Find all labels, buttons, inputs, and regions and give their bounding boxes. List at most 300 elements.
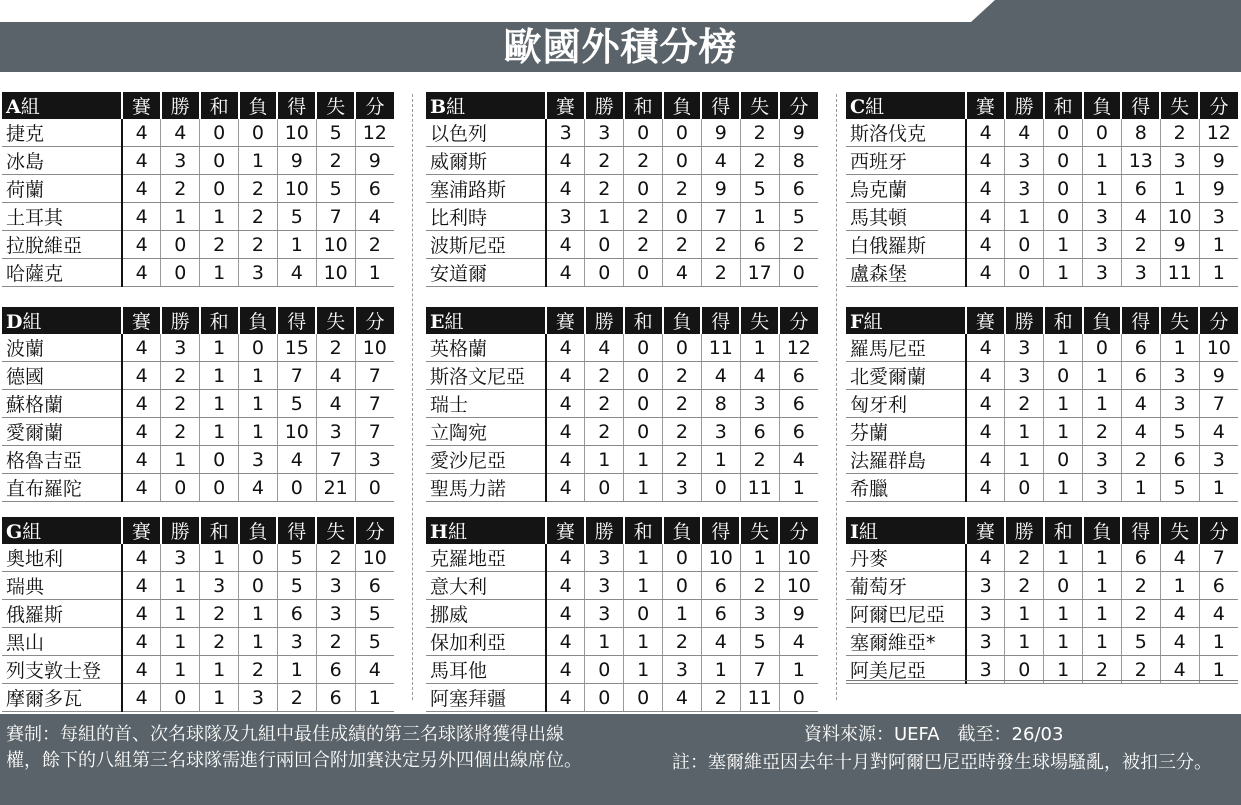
- stat-cell: 1: [200, 656, 239, 684]
- stat-cell: 1: [1199, 231, 1238, 259]
- column-header: 得: [277, 307, 316, 334]
- stat-cell: 10: [277, 119, 316, 147]
- standings-table: [426, 517, 818, 712]
- group-suffix: 組: [863, 311, 883, 333]
- stat-cell: 4: [1005, 119, 1044, 147]
- team-name: 波蘭: [2, 334, 122, 362]
- column-header: 分: [1199, 517, 1238, 544]
- column-header: 失: [740, 307, 779, 334]
- stat-cell: 2: [585, 362, 624, 390]
- stat-cell: 1: [779, 474, 818, 502]
- stat-cell: 0: [624, 684, 663, 712]
- team-name: 法羅群島: [846, 446, 966, 474]
- stat-cell: 9: [701, 119, 740, 147]
- column-header: 失: [740, 517, 779, 544]
- header-row: [2, 517, 394, 544]
- stat-cell: 2: [701, 684, 740, 712]
- stat-cell: 1: [239, 390, 278, 418]
- stat-cell: 4: [122, 390, 161, 418]
- footer: [0, 714, 1241, 805]
- group-letter: A: [6, 96, 21, 118]
- column-header: 失: [316, 307, 355, 334]
- group-c-table: [846, 92, 1238, 287]
- stat-cell: 4: [546, 544, 585, 572]
- stat-cell: 1: [1083, 390, 1122, 418]
- table-row: [2, 544, 394, 572]
- stat-cell: 2: [740, 119, 779, 147]
- stat-cell: 2: [200, 231, 239, 259]
- stat-cell: 4: [1121, 390, 1160, 418]
- stat-cell: 4: [355, 203, 394, 231]
- stat-cell: 1: [624, 572, 663, 600]
- table-row: [846, 259, 1238, 287]
- stat-cell: 2: [1083, 656, 1122, 684]
- column-header: 得: [277, 517, 316, 544]
- stat-cell: 9: [779, 600, 818, 628]
- column-header: 和: [1044, 92, 1083, 119]
- table-row: [426, 259, 818, 287]
- stat-cell: 6: [355, 175, 394, 203]
- stat-cell: 4: [122, 628, 161, 656]
- stat-cell: 1: [1083, 362, 1122, 390]
- standings-table: [846, 307, 1238, 502]
- stat-cell: 4: [546, 147, 585, 175]
- stat-cell: 4: [701, 362, 740, 390]
- group-letter: C: [850, 96, 866, 118]
- stat-cell: 2: [663, 231, 702, 259]
- stat-cell: 6: [779, 175, 818, 203]
- stat-cell: 1: [161, 572, 200, 600]
- stat-cell: 9: [1199, 175, 1238, 203]
- stat-cell: 1: [740, 544, 779, 572]
- stat-cell: 1: [239, 147, 278, 175]
- stat-cell: 2: [355, 231, 394, 259]
- stat-cell: 0: [663, 119, 702, 147]
- column-header: 負: [239, 307, 278, 334]
- stat-cell: 2: [161, 362, 200, 390]
- column-header: 和: [200, 307, 239, 334]
- stat-cell: 0: [239, 334, 278, 362]
- column-header: 負: [663, 517, 702, 544]
- group-letter: G: [6, 521, 23, 543]
- stat-cell: 0: [1044, 446, 1083, 474]
- stat-cell: 2: [663, 175, 702, 203]
- column-header: 負: [1083, 307, 1122, 334]
- table-row: [426, 418, 818, 446]
- table-row: [2, 600, 394, 628]
- stat-cell: 12: [355, 119, 394, 147]
- stat-cell: 3: [966, 600, 1005, 628]
- column-header: 分: [1199, 307, 1238, 334]
- stat-cell: 1: [1005, 418, 1044, 446]
- team-name: 聖馬力諾: [426, 474, 546, 502]
- column-header: 賽: [546, 307, 585, 334]
- column-header: 分: [779, 307, 818, 334]
- table-row: [846, 362, 1238, 390]
- team-name: 希臘: [846, 474, 966, 502]
- stat-cell: 3: [701, 418, 740, 446]
- group-label: [426, 517, 546, 544]
- stat-cell: 0: [1005, 656, 1044, 684]
- stat-cell: 0: [161, 474, 200, 502]
- team-name: 保加利亞: [426, 628, 546, 656]
- stat-cell: 10: [779, 572, 818, 600]
- team-name: 安道爾: [426, 259, 546, 287]
- team-name: 丹麥: [846, 544, 966, 572]
- table-row: [846, 147, 1238, 175]
- stat-cell: 4: [122, 656, 161, 684]
- stat-cell: 3: [1199, 446, 1238, 474]
- stat-cell: 1: [663, 600, 702, 628]
- stat-cell: 0: [1044, 362, 1083, 390]
- stat-cell: 2: [1160, 119, 1199, 147]
- stat-cell: 1: [585, 203, 624, 231]
- stat-cell: 4: [316, 390, 355, 418]
- stat-cell: 3: [663, 474, 702, 502]
- stat-cell: 0: [585, 684, 624, 712]
- stat-cell: 0: [277, 474, 316, 502]
- stat-cell: 3: [966, 656, 1005, 684]
- stat-cell: 4: [663, 259, 702, 287]
- stat-cell: 1: [624, 656, 663, 684]
- stat-cell: 9: [1199, 362, 1238, 390]
- column-header: 勝: [585, 92, 624, 119]
- stat-cell: 2: [200, 628, 239, 656]
- stat-cell: 3: [1160, 362, 1199, 390]
- table-row: [846, 203, 1238, 231]
- stat-cell: 8: [1121, 119, 1160, 147]
- column-header: 和: [624, 517, 663, 544]
- stat-cell: 4: [1160, 600, 1199, 628]
- stat-cell: 0: [200, 446, 239, 474]
- team-name: 阿塞拜疆: [426, 684, 546, 712]
- column-header: 賽: [966, 517, 1005, 544]
- stat-cell: 1: [1044, 628, 1083, 656]
- stat-cell: 4: [122, 362, 161, 390]
- stat-cell: 0: [239, 119, 278, 147]
- stat-cell: 1: [200, 362, 239, 390]
- stat-cell: 0: [624, 600, 663, 628]
- team-name: 盧森堡: [846, 259, 966, 287]
- stat-cell: 2: [624, 231, 663, 259]
- group-label: [426, 307, 546, 334]
- stat-cell: 4: [966, 362, 1005, 390]
- stat-cell: 2: [277, 684, 316, 712]
- group-label: [426, 92, 546, 119]
- stat-cell: 2: [1121, 572, 1160, 600]
- stat-cell: 0: [355, 474, 394, 502]
- stat-cell: 6: [779, 390, 818, 418]
- stat-cell: 4: [277, 446, 316, 474]
- stat-cell: 2: [1005, 390, 1044, 418]
- stat-cell: 4: [546, 418, 585, 446]
- table-row: [2, 362, 394, 390]
- table-row: [846, 600, 1238, 628]
- stat-cell: 1: [1044, 334, 1083, 362]
- team-name: 英格蘭: [426, 334, 546, 362]
- stat-cell: 1: [1044, 474, 1083, 502]
- column-header: 勝: [585, 307, 624, 334]
- group-d-table: [2, 307, 394, 502]
- stat-cell: 3: [1005, 147, 1044, 175]
- stat-cell: 10: [355, 334, 394, 362]
- stat-cell: 0: [1044, 119, 1083, 147]
- stat-cell: 2: [740, 147, 779, 175]
- stat-cell: 1: [277, 656, 316, 684]
- stat-cell: 0: [624, 119, 663, 147]
- stat-cell: 2: [701, 259, 740, 287]
- stat-cell: 0: [1083, 334, 1122, 362]
- stat-cell: 2: [200, 600, 239, 628]
- stat-cell: 4: [122, 418, 161, 446]
- stat-cell: 0: [663, 147, 702, 175]
- stat-cell: 7: [277, 362, 316, 390]
- stat-cell: 3: [966, 628, 1005, 656]
- column-header: 勝: [585, 517, 624, 544]
- stat-cell: 6: [701, 600, 740, 628]
- stat-cell: 10: [1160, 203, 1199, 231]
- table-row: [846, 544, 1238, 572]
- stat-cell: 4: [966, 418, 1005, 446]
- stat-cell: 0: [624, 259, 663, 287]
- team-name: 馬耳他: [426, 656, 546, 684]
- stat-cell: 2: [1121, 656, 1160, 684]
- table-row: [426, 390, 818, 418]
- group-e-table: [426, 307, 818, 502]
- stat-cell: 2: [663, 628, 702, 656]
- stat-cell: 2: [161, 175, 200, 203]
- column-header: 得: [701, 307, 740, 334]
- group-letter: E: [430, 311, 445, 333]
- stat-cell: 2: [740, 446, 779, 474]
- table-row: [426, 572, 818, 600]
- stat-cell: 7: [355, 390, 394, 418]
- column-header: 失: [740, 92, 779, 119]
- stat-cell: 0: [779, 259, 818, 287]
- table-row: [426, 628, 818, 656]
- stat-cell: 4: [122, 203, 161, 231]
- column-header: 賽: [966, 92, 1005, 119]
- stat-cell: 5: [316, 175, 355, 203]
- table-row: [846, 628, 1238, 656]
- stat-cell: 7: [316, 446, 355, 474]
- group-suffix: 組: [447, 521, 467, 543]
- stat-cell: 2: [624, 203, 663, 231]
- group-h-table: [426, 517, 818, 712]
- stat-cell: 5: [1121, 628, 1160, 656]
- stat-cell: 1: [355, 684, 394, 712]
- group-f-table: [846, 307, 1238, 502]
- stat-cell: 15: [277, 334, 316, 362]
- stat-cell: 4: [779, 446, 818, 474]
- stat-cell: 12: [1199, 119, 1238, 147]
- stat-cell: 2: [239, 231, 278, 259]
- team-name: 摩爾多瓦: [2, 684, 122, 712]
- column-header: 失: [1160, 517, 1199, 544]
- stat-cell: 3: [161, 147, 200, 175]
- stat-cell: 4: [161, 119, 200, 147]
- team-name: 列支敦士登: [2, 656, 122, 684]
- table-row: [2, 684, 394, 712]
- column-header: 賽: [546, 92, 585, 119]
- stat-cell: 4: [966, 474, 1005, 502]
- stat-cell: 4: [966, 147, 1005, 175]
- table-row: [2, 446, 394, 474]
- team-name: 愛沙尼亞: [426, 446, 546, 474]
- stat-cell: 4: [966, 446, 1005, 474]
- stat-cell: 4: [546, 334, 585, 362]
- stat-cell: 2: [740, 572, 779, 600]
- team-name: 黑山: [2, 628, 122, 656]
- team-name: 芬蘭: [846, 418, 966, 446]
- column-header: 失: [1160, 307, 1199, 334]
- team-name: 波斯尼亞: [426, 231, 546, 259]
- stat-cell: 4: [277, 259, 316, 287]
- stat-cell: 4: [239, 474, 278, 502]
- stat-cell: 4: [546, 175, 585, 203]
- stat-cell: 6: [1121, 334, 1160, 362]
- stat-cell: 4: [546, 446, 585, 474]
- stat-cell: 1: [1044, 656, 1083, 684]
- stat-cell: 0: [1044, 147, 1083, 175]
- stat-cell: 10: [355, 544, 394, 572]
- stat-cell: 9: [1160, 231, 1199, 259]
- stat-cell: 4: [701, 628, 740, 656]
- stat-cell: 2: [663, 390, 702, 418]
- stat-cell: 12: [779, 334, 818, 362]
- stat-cell: 4: [546, 362, 585, 390]
- stat-cell: 5: [740, 628, 779, 656]
- column-header: 失: [1160, 92, 1199, 119]
- team-name: 白俄羅斯: [846, 231, 966, 259]
- stat-cell: 2: [1121, 446, 1160, 474]
- stat-cell: 1: [1005, 600, 1044, 628]
- team-name: 斯洛文尼亞: [426, 362, 546, 390]
- column-header: 負: [239, 92, 278, 119]
- team-name: 愛爾蘭: [2, 418, 122, 446]
- header-row: [846, 92, 1238, 119]
- stat-cell: 6: [740, 231, 779, 259]
- stat-cell: 5: [277, 390, 316, 418]
- stat-cell: 1: [200, 334, 239, 362]
- stat-cell: 3: [546, 203, 585, 231]
- header-row: [426, 307, 818, 334]
- stat-cell: 0: [663, 572, 702, 600]
- stat-cell: 3: [316, 418, 355, 446]
- table-row: [426, 175, 818, 203]
- stat-cell: 1: [1160, 572, 1199, 600]
- stat-cell: 0: [624, 175, 663, 203]
- team-name: 西班牙: [846, 147, 966, 175]
- stat-cell: 4: [966, 175, 1005, 203]
- stat-cell: 11: [1160, 259, 1199, 287]
- stat-cell: 6: [1121, 175, 1160, 203]
- stat-cell: 0: [1044, 572, 1083, 600]
- stat-cell: 0: [779, 684, 818, 712]
- stat-cell: 4: [546, 474, 585, 502]
- stat-cell: 11: [740, 684, 779, 712]
- column-header: 分: [1199, 92, 1238, 119]
- column-header: 勝: [1005, 92, 1044, 119]
- group-letter: D: [6, 311, 23, 333]
- team-name: 阿爾巴尼亞: [846, 600, 966, 628]
- group-i-table: [846, 517, 1238, 684]
- stat-cell: 6: [1121, 362, 1160, 390]
- stat-cell: 9: [355, 147, 394, 175]
- column-header: 得: [277, 92, 316, 119]
- stat-cell: 1: [200, 544, 239, 572]
- stat-cell: 1: [1083, 572, 1122, 600]
- stat-cell: 4: [122, 572, 161, 600]
- stat-cell: 10: [277, 175, 316, 203]
- stat-cell: 2: [239, 203, 278, 231]
- stat-cell: 3: [239, 259, 278, 287]
- team-name: 捷克: [2, 119, 122, 147]
- stat-cell: 5: [277, 203, 316, 231]
- stat-cell: 0: [200, 119, 239, 147]
- group-suffix: 組: [20, 96, 40, 118]
- stat-cell: 1: [161, 628, 200, 656]
- stat-cell: 6: [355, 572, 394, 600]
- stat-cell: 4: [966, 119, 1005, 147]
- stat-cell: 3: [1005, 362, 1044, 390]
- stat-cell: 5: [316, 119, 355, 147]
- stat-cell: 3: [1083, 203, 1122, 231]
- stat-cell: 5: [779, 203, 818, 231]
- table-row: [2, 418, 394, 446]
- table-row: [846, 334, 1238, 362]
- stat-cell: 4: [122, 175, 161, 203]
- stat-cell: 3: [161, 544, 200, 572]
- stat-cell: 1: [161, 600, 200, 628]
- stat-cell: 2: [779, 231, 818, 259]
- column-header: 和: [1044, 307, 1083, 334]
- team-name: 德國: [2, 362, 122, 390]
- group-letter: H: [430, 521, 448, 543]
- stat-cell: 3: [1083, 474, 1122, 502]
- table-row: [846, 572, 1238, 600]
- group-a-table: [2, 92, 394, 287]
- column-header: 分: [355, 92, 394, 119]
- stat-cell: 4: [546, 684, 585, 712]
- qualification-rules: 賽制：每組的首、次名球隊及九組中最佳成績的第三名球隊將獲得出線權，餘下的八組第三名球隊需進行兩回合附加賽決定另外四個出線席位。: [6, 724, 582, 771]
- stat-cell: 3: [1199, 203, 1238, 231]
- stat-cell: 10: [779, 544, 818, 572]
- group-g-table: [2, 517, 394, 712]
- team-name: 俄羅斯: [2, 600, 122, 628]
- stat-cell: 10: [1199, 334, 1238, 362]
- stat-cell: 1: [624, 544, 663, 572]
- stat-cell: 5: [1160, 418, 1199, 446]
- stat-cell: 1: [1044, 544, 1083, 572]
- column-header: 和: [200, 517, 239, 544]
- team-name: 哈薩克: [2, 259, 122, 287]
- team-name: 格魯吉亞: [2, 446, 122, 474]
- stat-cell: 2: [161, 418, 200, 446]
- table-row: [2, 474, 394, 502]
- stat-cell: 7: [316, 203, 355, 231]
- stat-cell: 7: [701, 203, 740, 231]
- table-row: [2, 231, 394, 259]
- stat-cell: 4: [966, 334, 1005, 362]
- stat-cell: 1: [701, 446, 740, 474]
- stat-cell: 11: [701, 334, 740, 362]
- stat-cell: 2: [663, 362, 702, 390]
- stat-cell: 1: [161, 446, 200, 474]
- stat-cell: 6: [701, 572, 740, 600]
- table-row: [846, 474, 1238, 502]
- stat-cell: 2: [624, 147, 663, 175]
